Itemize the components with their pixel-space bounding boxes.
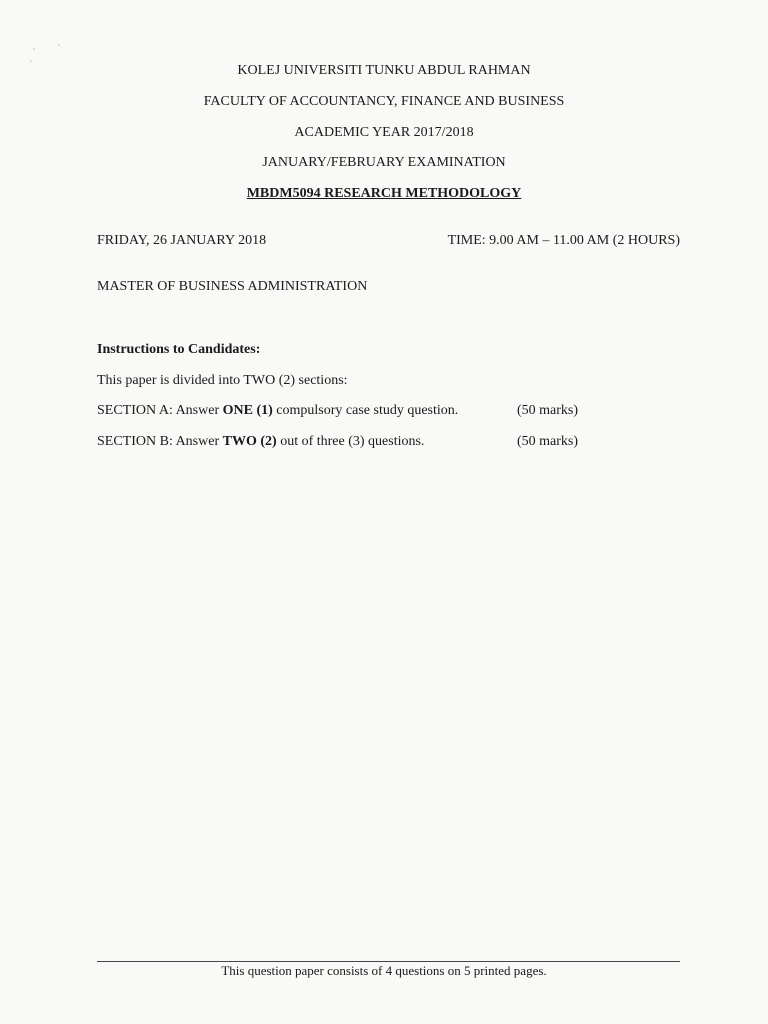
section-a-prefix: SECTION A: Answer — [97, 403, 223, 418]
instructions-intro: This paper is divided into TWO (2) sections: — [97, 373, 348, 388]
section-b-instruction — [97, 434, 424, 450]
section-b-marks: (50 marks) — [517, 434, 579, 449]
exam-title: JANUARY/FEBRUARY EXAMINATION — [262, 155, 506, 170]
instructions-heading: Instructions to Candidates: — [97, 342, 261, 357]
section-a-count: ONE (1) — [222, 403, 273, 418]
faculty-name: FACULTY OF ACCOUNTANCY, FINANCE AND BUSINESS — [203, 94, 565, 109]
section-a-instruction — [97, 403, 458, 419]
section-b-suffix: out of three (3) questions. — [276, 434, 425, 449]
section-b-count: TWO (2) — [222, 434, 277, 449]
course-title: MBDM5094 RESEARCH METHODOLOGY — [246, 186, 522, 201]
exam-date: FRIDAY, 26 JANUARY 2018 — [97, 233, 267, 248]
programme-name: MASTER OF BUSINESS ADMINISTRATION — [97, 279, 368, 294]
exam-time: TIME: 9.00 AM – 11.00 AM (2 HOURS) — [447, 233, 680, 248]
scan-speck — [33, 48, 35, 50]
scan-speck — [58, 44, 60, 46]
section-a-marks: (50 marks) — [517, 403, 579, 418]
footer-note: This question paper consists of 4 questions on 5 printed pages. — [221, 963, 547, 978]
university-name: KOLEJ UNIVERSITI TUNKU ABDUL RAHMAN — [237, 63, 531, 78]
academic-year: ACADEMIC YEAR 2017/2018 — [294, 125, 474, 140]
section-a-suffix: compulsory case study question. — [272, 403, 459, 418]
scan-speck — [30, 60, 32, 62]
footer-divider — [97, 961, 680, 962]
section-b-prefix: SECTION B: Answer — [97, 434, 223, 449]
